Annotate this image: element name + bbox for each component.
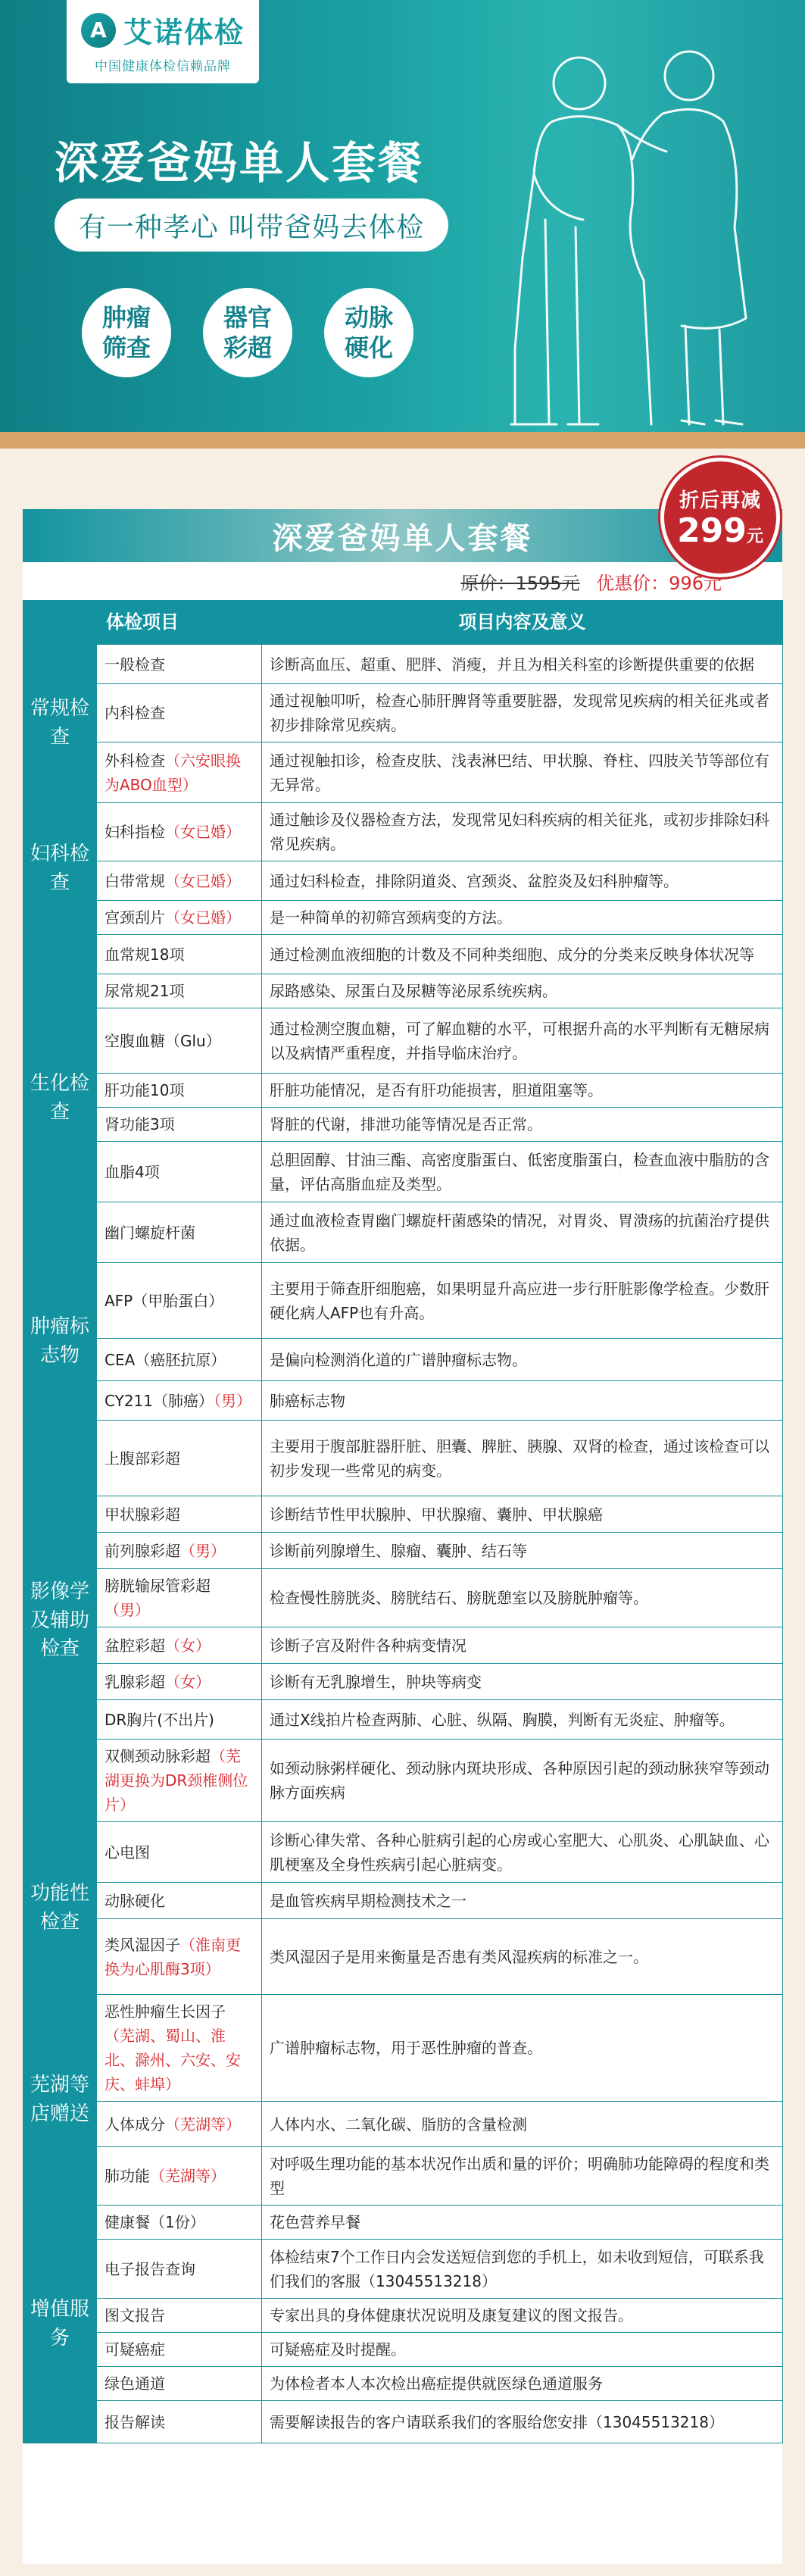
item-cell (97, 2401, 262, 2443)
category-cell: 增值服务 (23, 2206, 97, 2443)
item-cell (97, 1533, 262, 1569)
promo-badge (660, 458, 780, 577)
item-name: 前列腺彩超 (105, 1541, 180, 1560)
item-name: 乳腺彩超 (105, 1672, 165, 1691)
item-name: 恶性肿瘤生长因子 (105, 2002, 226, 2021)
item-cell (97, 1627, 262, 1664)
detail-cell: 尿路感染、尿蛋白及尿糖等泌尿系统疾病。 (262, 974, 783, 1008)
item-cell (97, 1569, 262, 1627)
item-cell (97, 861, 262, 901)
table-row (23, 901, 783, 935)
detail-cell: 通过触诊及仪器检查方法，发现常见妇科疾病的相关征兆，或初步排除妇科常见疾病。 (262, 803, 783, 861)
item-cell (97, 2206, 262, 2240)
item-name: 双侧颈动脉彩超 (105, 1747, 211, 1765)
item-name: 报告解读 (105, 2412, 165, 2431)
category-cell: 芜湖等店赠送 (23, 1995, 97, 2206)
item-name: 膀胱输尿管彩超 (105, 1577, 211, 1595)
detail-cell: 诊断结节性甲状腺肿、甲状腺瘤、囊肿、甲状腺癌 (262, 1496, 783, 1533)
header-detail: 项目内容及意义 (262, 601, 783, 645)
detail-cell: 为体检者本人本次检出癌症提供就医绿色通道服务 (262, 2367, 783, 2401)
detail-cell: 通过血液检查胃幽门螺旋杆菌感染的情况，对胃炎、胃溃疡的抗菌治疗提供依据。 (262, 1202, 783, 1263)
detail-cell: 如颈动脉粥样硬化、颈动脉内斑块形成、各种原因引起的颈动脉狭窄等颈动脉方面疾病 (262, 1740, 783, 1822)
item-cell (97, 935, 262, 974)
brand-tagline: 中国健康体检信赖品牌 (95, 59, 231, 74)
table-row (23, 1995, 783, 2102)
item-cell (97, 974, 262, 1008)
package-card (23, 509, 782, 2564)
detail-cell: 广谱肿瘤标志物，用于恶性肿瘤的普查。 (262, 1995, 783, 2102)
logo-mark-icon: A (81, 13, 116, 48)
item-note: （淮南更换为心肌酶3项） (105, 1935, 241, 1978)
item-note: （女已婚） (165, 871, 241, 890)
item-cell (97, 2367, 262, 2401)
category-cell: 影像学及辅助检查 (23, 1421, 97, 1822)
table-row (23, 2147, 783, 2206)
item-name: 幽门螺旋杆菌 (105, 1223, 195, 1242)
item-cell (97, 1381, 262, 1421)
promo-price-unit: 元 (746, 527, 763, 547)
table-row (23, 1883, 783, 1919)
package-title: 深爱爸妈单人套餐 (23, 509, 782, 562)
category-cell: 功能性检查 (23, 1822, 97, 1995)
item-name: 电子报告查询 (105, 2259, 195, 2278)
item-name: 血常规18项 (105, 945, 185, 964)
detail-cell: 体检结束7个工作日内会发送短信到您的手机上，如未收到短信，可联系我们我们的客服（13045513218） (262, 2240, 783, 2299)
item-cell (97, 1142, 262, 1202)
item-note: （女已婚） (165, 823, 241, 841)
table-row (23, 1569, 783, 1627)
detail-cell: 检查慢性膀胱炎、膀胱结石、膀胱憩室以及膀胱肿瘤等。 (262, 1569, 783, 1627)
item-cell (97, 1919, 262, 1995)
detail-cell: 是偏向检测消化道的广谱肿瘤标志物。 (262, 1339, 783, 1381)
table-row (23, 1381, 783, 1421)
item-cell (97, 1664, 262, 1700)
item-name: 肾功能3项 (105, 1115, 175, 1133)
table-row (23, 974, 783, 1008)
item-name: 上腹部彩超 (105, 1449, 180, 1468)
item-note: （男） (105, 1601, 150, 1619)
item-name: 一般检查 (105, 655, 165, 674)
table-row (23, 2240, 783, 2299)
detail-cell: 肾脏的代谢，排泄功能等情况是否正常。 (262, 1108, 783, 1142)
detail-cell: 需要解读报告的客户请联系我们的客服给您安排（13045513218） (262, 2401, 783, 2443)
detail-cell: 花色营养早餐 (262, 2206, 783, 2240)
promo-text: 折后再减 (679, 489, 761, 513)
detail-cell: 通过检测空腹血糖，可了解血糖的水平，可根据升高的水平判断有无糖尿病以及病情严重程度，并指导临床治疗。 (262, 1008, 783, 1074)
detail-cell: 总胆固醇、甘油三酯、高密度脂蛋白、低密度脂蛋白，检查血液中脂肪的含量，评估高脂血症及类型。 (262, 1142, 783, 1202)
item-cell (97, 1008, 262, 1074)
table-header-row (23, 601, 783, 645)
item-name: CY211（肺癌） (105, 1391, 214, 1410)
item-cell (97, 1263, 262, 1339)
badge-line: 彩超 (223, 333, 272, 362)
category-cell: 妇科检查 (23, 803, 97, 935)
item-cell (97, 645, 262, 684)
item-name: 妇科指检 (105, 823, 165, 841)
item-note: （女） (165, 1636, 211, 1655)
badge-organ-ultrasound (203, 288, 292, 377)
detail-cell: 诊断高血压、超重、肥胖、消瘦，并且为相关科室的诊断提供重要的依据 (262, 645, 783, 684)
detail-cell: 可疑癌症及时提醒。 (262, 2333, 783, 2367)
table-row (23, 1664, 783, 1700)
table-row (23, 645, 783, 684)
table-row (23, 935, 783, 974)
item-cell (97, 1202, 262, 1263)
item-cell (97, 2299, 262, 2333)
detail-cell: 诊断有无乳腺增生，肿块等病变 (262, 1664, 783, 1700)
table-row (23, 1202, 783, 1263)
badge-line: 硬化 (344, 333, 393, 362)
detail-cell: 是血管疾病早期检测技术之一 (262, 1883, 783, 1919)
category-cell: 肿瘤标志物 (23, 1263, 97, 1421)
item-name: 尿常规21项 (105, 982, 185, 1000)
detail-cell: 类风湿因子是用来衡量是否患有类风湿疾病的标准之一。 (262, 1919, 783, 1995)
header-item: 体检项目 (23, 601, 262, 645)
item-name: 健康餐（1份） (105, 2213, 205, 2231)
item-cell (97, 1339, 262, 1381)
item-cell (97, 1496, 262, 1533)
detail-cell: 肺癌标志物 (262, 1381, 783, 1421)
hero-banner (0, 0, 805, 432)
table-row (23, 684, 783, 742)
item-cell (97, 1995, 262, 2102)
item-name: 肝功能10项 (105, 1081, 185, 1099)
table-row (23, 1533, 783, 1569)
badge-line: 动脉 (344, 303, 393, 332)
badge-tumor-screening (82, 288, 171, 377)
item-cell (97, 1700, 262, 1740)
item-name: 类风湿因子 (105, 1935, 180, 1954)
item-note: （女已婚） (165, 908, 241, 927)
item-name: 甲状腺彩超 (105, 1505, 180, 1524)
item-cell (97, 742, 262, 803)
table-row (23, 2333, 783, 2367)
detail-cell: 人体内水、二氧化碳、脂肪的含量检测 (262, 2102, 783, 2147)
detail-cell: 通过视触扣诊，检查皮肤、浅表淋巴结、甲状腺、脊柱、四肢关节等部位有无异常。 (262, 742, 783, 803)
brand-name: 艾诺体检 (123, 16, 245, 49)
table-row (23, 1263, 783, 1339)
item-name: 可疑癌症 (105, 2340, 165, 2359)
item-cell (97, 1421, 262, 1496)
item-name: DR胸片(不出片) (105, 1710, 214, 1729)
table-row (23, 1421, 783, 1496)
table-row (23, 1700, 783, 1740)
table-row (23, 2206, 783, 2240)
table-row (23, 2401, 783, 2443)
table-row (23, 1142, 783, 1202)
item-note: （六安眼换为ABO血型） (105, 751, 241, 794)
item-cell (97, 803, 262, 861)
item-cell (97, 2333, 262, 2367)
table-row (23, 2102, 783, 2147)
table-row (23, 742, 783, 803)
item-note: （芜湖等） (165, 2115, 241, 2134)
table-row (23, 1740, 783, 1822)
table-row (23, 1074, 783, 1108)
promo-price-value: 299 (677, 511, 747, 551)
item-name: 空腹血糖（Glu） (105, 1031, 221, 1050)
item-cell (97, 1074, 262, 1108)
item-note: （男） (180, 1541, 226, 1560)
price-line (460, 568, 722, 595)
table-row (23, 1339, 783, 1381)
item-name: AFP（甲胎蛋白） (105, 1291, 224, 1310)
item-name: 人体成分 (105, 2115, 165, 2134)
item-cell (97, 1108, 262, 1142)
item-note: （芜湖、蜀山、淮北、滁州、六安、安庆、蚌埠） (105, 2027, 241, 2093)
category-cell: 生化检查 (23, 935, 97, 1263)
badge-line: 器官 (223, 303, 272, 332)
hero-subtitle: 有一种孝心 叫带爸妈去体检 (55, 199, 448, 252)
item-name: 动脉硬化 (105, 1891, 165, 1910)
table-row (23, 861, 783, 901)
promo-price (677, 513, 763, 549)
item-cell (97, 2147, 262, 2206)
item-name: 血脂4项 (105, 1162, 160, 1181)
item-note: （女） (165, 1672, 211, 1691)
item-note: （芜湖等） (150, 2167, 226, 2185)
item-note: （男） (214, 1391, 252, 1410)
brand-logo[interactable] (67, 0, 259, 83)
item-cell (97, 2102, 262, 2147)
detail-cell: 通过视触叩听，检查心肺肝脾肾等重要脏器，发现常见疾病的相关征兆或者初步排除常见疾病。 (262, 684, 783, 742)
checkup-items-table (23, 600, 783, 2443)
item-name: 宫颈刮片 (105, 908, 165, 927)
original-price: 原价：1595元 (460, 573, 580, 594)
table-row (23, 803, 783, 861)
table-row (23, 2367, 783, 2401)
detail-cell: 通过妇科检查，排除阴道炎、宫颈炎、盆腔炎及妇科肿瘤等。 (262, 861, 783, 901)
table-row (23, 1108, 783, 1142)
detail-cell: 专家出具的身体健康状况说明及康复建议的图文报告。 (262, 2299, 783, 2333)
badge-arteriosclerosis (324, 288, 413, 377)
category-cell: 常规检查 (23, 645, 97, 803)
table-row (23, 1627, 783, 1664)
hero-divider (0, 432, 805, 449)
item-name: 绿色通道 (105, 2374, 165, 2393)
detail-cell: 诊断子宫及附件各种病变情况 (262, 1627, 783, 1664)
detail-cell: 通过检测血液细胞的计数及不同种类细胞、成分的分类来反映身体状况等 (262, 935, 783, 974)
item-name: 图文报告 (105, 2306, 165, 2324)
detail-cell: 诊断心律失常、各种心脏病引起的心房或心室肥大、心肌炎、心肌缺血、心肌梗塞及全身性疾病引起心脏病变。 (262, 1822, 783, 1883)
item-name: 肺功能 (105, 2167, 150, 2185)
item-cell (97, 901, 262, 935)
item-name: 内科检查 (105, 704, 165, 722)
elderly-couple-illustration (492, 30, 780, 432)
detail-cell: 对呼吸生理功能的基本状况作出质和量的评价；明确肺功能障碍的程度和类型 (262, 2147, 783, 2206)
item-cell (97, 684, 262, 742)
hero-title: 深爱爸妈单人套餐 (55, 137, 425, 189)
item-cell (97, 1883, 262, 1919)
table-row (23, 1919, 783, 1995)
table-row (23, 2299, 783, 2333)
item-cell (97, 1740, 262, 1822)
item-name: 白带常规 (105, 871, 165, 890)
detail-cell: 主要用于腹部脏器肝脏、胆囊、脾脏、胰腺、双肾的检查，通过该检查可以初步发现一些常见的病变。 (262, 1421, 783, 1496)
item-name: CEA（癌胚抗原） (105, 1350, 226, 1369)
item-cell (97, 1822, 262, 1883)
item-cell (97, 2240, 262, 2299)
detail-cell: 肝脏功能情况，是否有肝功能损害，胆道阻塞等。 (262, 1074, 783, 1108)
detail-cell: 主要用于筛查肝细胞癌，如果明显升高应进一步行肝脏影像学检查。少数肝硬化病人AFP也有升高。 (262, 1263, 783, 1339)
item-name: 心电图 (105, 1843, 150, 1862)
item-name: 外科检查 (105, 751, 165, 770)
table-row (23, 1496, 783, 1533)
detail-cell: 通过X线拍片检查两肺、心脏、纵隔、胸膜，判断有无炎症、肿瘤等。 (262, 1700, 783, 1740)
table-row (23, 1822, 783, 1883)
table-row (23, 1008, 783, 1074)
detail-cell: 诊断前列腺增生、腺瘤、囊肿、结石等 (262, 1533, 783, 1569)
item-note: （芜湖更换为DR颈椎侧位片） (105, 1747, 248, 1814)
badge-line: 筛查 (101, 333, 151, 362)
item-name: 盆腔彩超 (105, 1636, 165, 1655)
discount-price: 优惠价：996元 (596, 573, 722, 594)
badge-line: 肿瘤 (101, 303, 151, 332)
detail-cell: 是一种简单的初筛宫颈病变的方法。 (262, 901, 783, 935)
